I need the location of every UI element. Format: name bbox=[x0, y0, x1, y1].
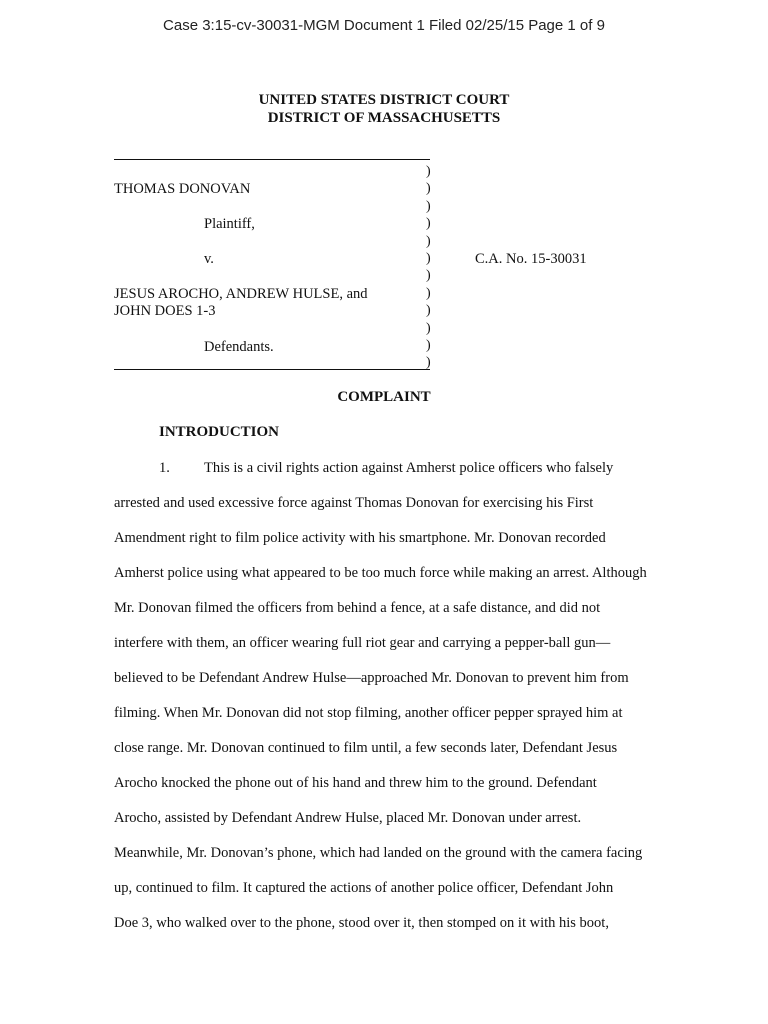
body-line: Arocho knocked the phone out of his hand and threw him to the ground. Defendant bbox=[114, 775, 597, 791]
versus: v. bbox=[204, 251, 214, 267]
court-district: DISTRICT OF MASSACHUSETTS bbox=[267, 110, 501, 126]
body-line: up, continued to film. It captured the actions of another police officer, Defendant John bbox=[114, 880, 614, 896]
caption-top-rule bbox=[114, 159, 430, 160]
body-line: Mr. Donovan filmed the officers from behind a fence, at a safe distance, and did not bbox=[114, 600, 601, 616]
plaintiff-name: THOMAS DONOVAN bbox=[114, 181, 251, 197]
body-line: Amherst police using what appeared to be too much force while making an arrest. Although bbox=[114, 565, 647, 581]
paragraph-number: 1. bbox=[159, 460, 170, 476]
defendants-role: Defendants. bbox=[204, 339, 274, 355]
caption-bottom-rule bbox=[114, 369, 430, 370]
plaintiff-role: Plaintiff, bbox=[204, 216, 255, 232]
body-line: close range. Mr. Donovan continued to film until, a few seconds later, Defendant Jesus bbox=[114, 740, 618, 756]
body-line: arrested and used excessive force against Thomas Donovan for exercising his First bbox=[114, 495, 594, 511]
case-number: C.A. No. 15-30031 bbox=[475, 251, 587, 267]
body-line: interfere with them, an officer wearing full riot gear and carrying a pepper-ball gun— bbox=[114, 635, 611, 651]
document-header: Case 3:15-cv-30031-MGM Document 1 Filed 02/25/15 Page 1 of 9 bbox=[163, 17, 605, 34]
body-line: Meanwhile, Mr. Donovan’s phone, which had landed on the ground with the camera facing bbox=[114, 845, 643, 861]
body-line: Amendment right to film police activity with his smartphone. Mr. Donovan recorded bbox=[114, 530, 606, 546]
body-line: believed to be Defendant Andrew Hulse—approached Mr. Donovan to prevent him from bbox=[114, 670, 629, 686]
defendants-names-line1: JESUS AROCHO, ANDREW HULSE, and bbox=[114, 286, 368, 302]
defendants-names-line2: JOHN DOES 1-3 bbox=[114, 303, 216, 319]
body-line: This is a civil rights action against Amherst police officers who falsely bbox=[204, 460, 614, 476]
court-name: UNITED STATES DISTRICT COURT bbox=[258, 92, 510, 108]
caption-parentheses: ) ) ) ) ) ) ) ) ) ) ) ) bbox=[426, 164, 431, 371]
body-line: Arocho, assisted by Defendant Andrew Hulse, placed Mr. Donovan under arrest. bbox=[114, 810, 582, 826]
document-title: COMPLAINT bbox=[337, 389, 431, 405]
body-line: filming. When Mr. Donovan did not stop filming, another officer pepper sprayed him at bbox=[114, 705, 623, 721]
section-heading: INTRODUCTION bbox=[159, 424, 280, 440]
body-line: Doe 3, who walked over to the phone, stood over it, then stomped on it with his boot, bbox=[114, 915, 609, 931]
